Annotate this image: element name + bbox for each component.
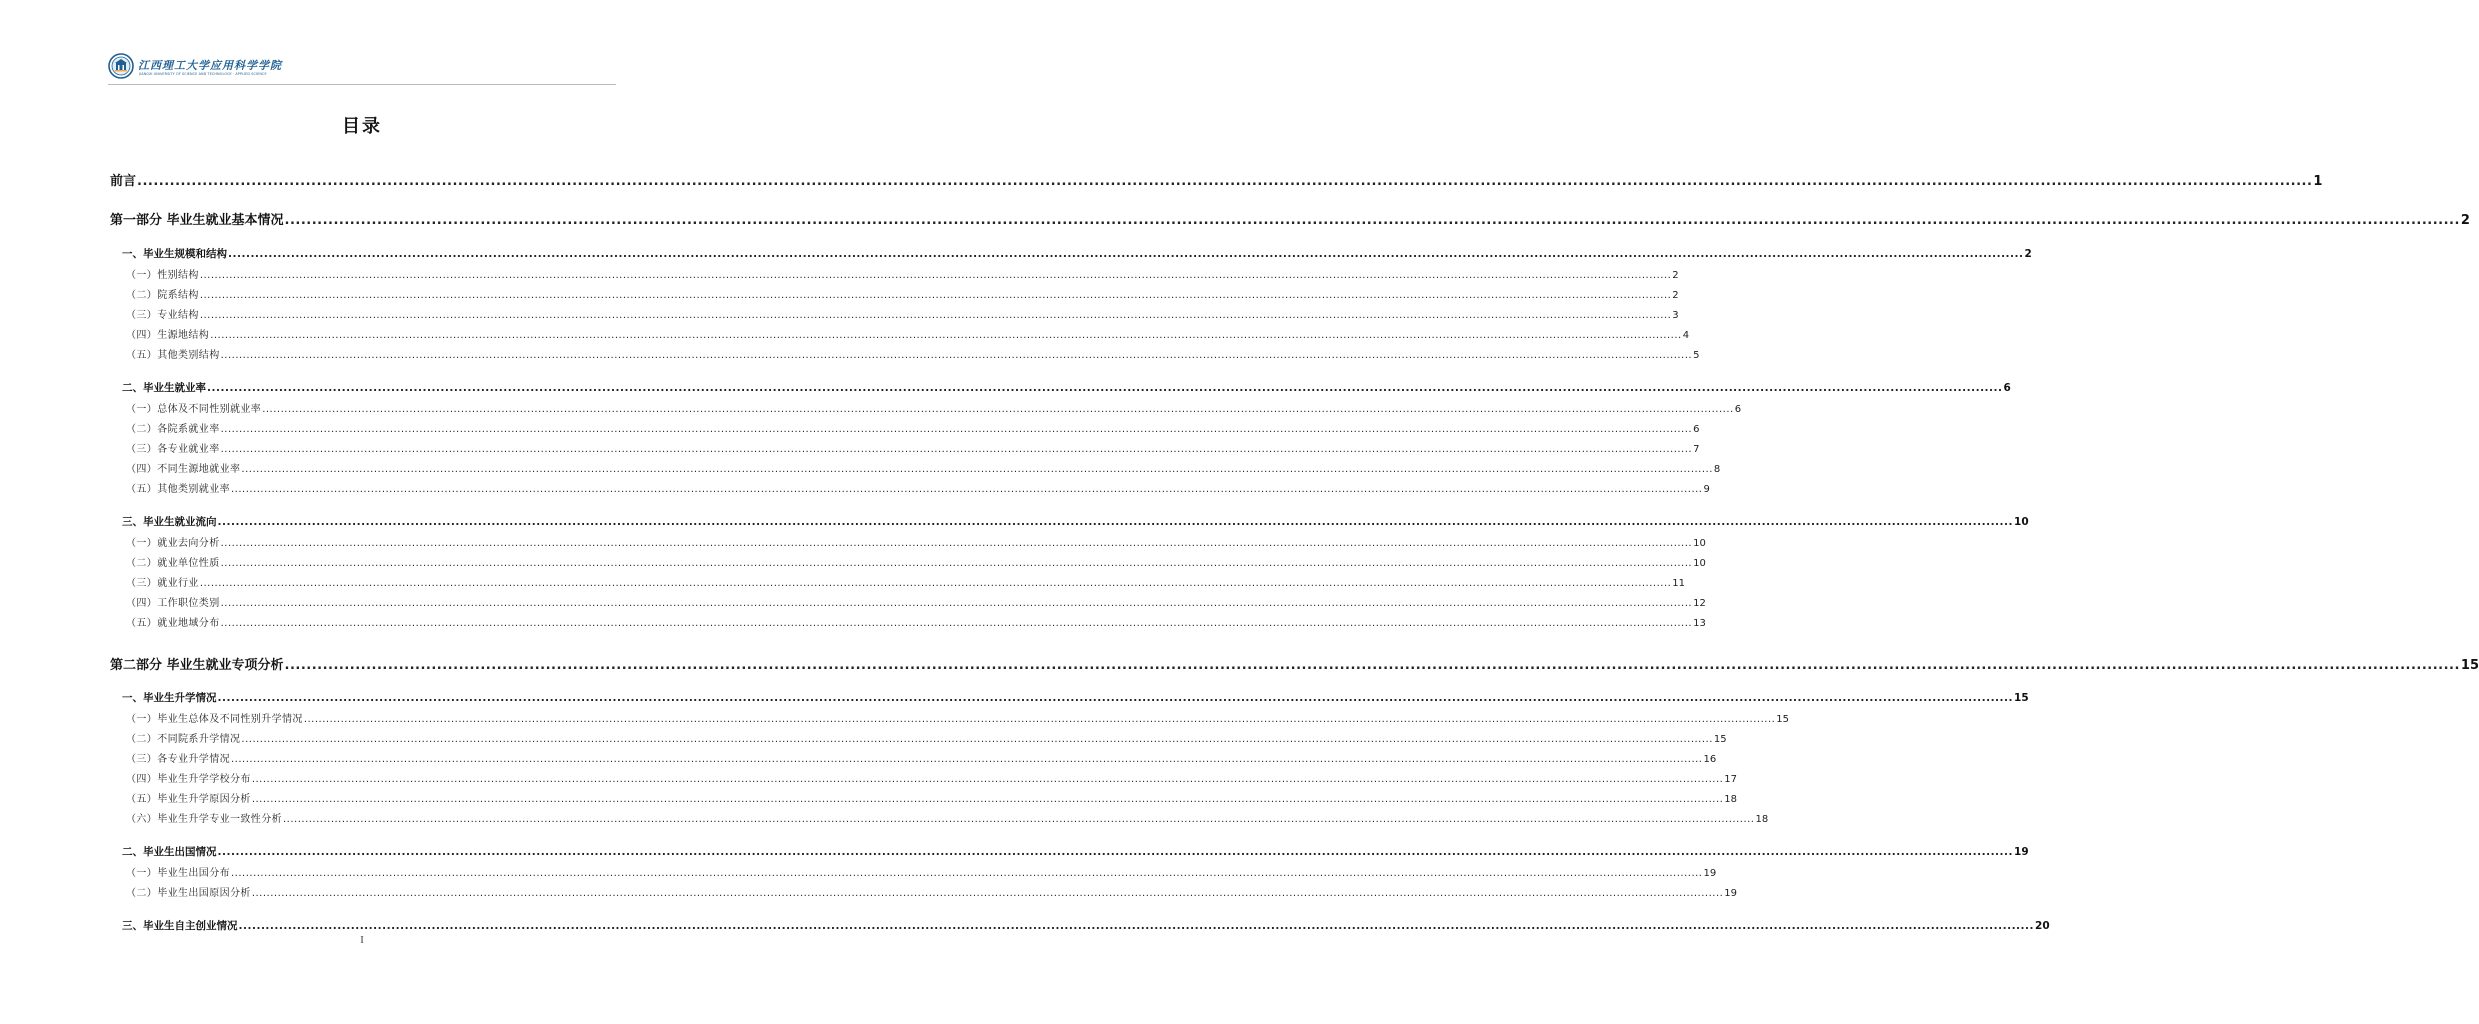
page-header: [108, 50, 616, 85]
toc-entry-page: 6: [1693, 424, 1700, 435]
toc-entry[interactable]: [122, 918, 2050, 933]
toc-entry[interactable]: [126, 326, 1690, 341]
toc-entry-label: 第二部分 毕业生就业专项分析: [110, 658, 284, 673]
toc-leader-dots: ................................................................................................................................................................................................................................................................................................................................................................................................................: [220, 538, 1693, 549]
toc-leader-dots: ................................................................................................................................................................................................................................................................................................................................................................................................................: [220, 424, 1693, 435]
toc-entry-label: （二）毕业生出国原因分析: [126, 888, 251, 899]
toc-leader-dots: ................................................................................................................................................................................................................................................................................................................................................................................................................: [238, 920, 2035, 932]
toc-entry-page: 17: [1724, 774, 1738, 785]
toc-entry-page: 18: [1724, 794, 1738, 805]
toc-entry[interactable]: [126, 614, 1706, 629]
toc-entry-page: 6: [2003, 382, 2011, 394]
toc-entry[interactable]: [122, 246, 2032, 261]
toc-entry-label: （四）不同生源地就业率: [126, 464, 241, 475]
toc-entry-page: 10: [1693, 558, 1706, 569]
toc-entry-page: 18: [1755, 814, 1769, 825]
toc-leader-dots: ................................................................................................................................................................................................................................................................................................................................................................................................................: [241, 734, 1713, 745]
toc-entry[interactable]: [126, 480, 1710, 495]
toc-leader-dots: ................................................................................................................................................................................................................................................................................................................................................................................................................: [220, 350, 1693, 361]
toc-entry-label: （二）院系结构: [126, 290, 199, 301]
toc-entry-label: 二、毕业生就业率: [122, 382, 206, 394]
logo-subtitle: JIANGXI UNIVERSITY OF SCIENCE AND TECHNOLOGY · APPLIED SCIENCE: [139, 72, 267, 76]
toc-entry[interactable]: [126, 266, 1679, 281]
toc-entry[interactable]: [126, 286, 1679, 301]
toc-entry[interactable]: [126, 574, 1686, 589]
toc-entry[interactable]: [126, 770, 1738, 785]
toc-leader-dots: ................................................................................................................................................................................................................................................................................................................................................................................................................: [217, 516, 2014, 528]
toc-leader-dots: ................................................................................................................................................................................................................................................................................................................................................................................................................: [217, 692, 2014, 704]
toc-entry[interactable]: [126, 534, 1706, 549]
toc-entry-page: 10: [2014, 516, 2029, 528]
toc-leader-dots: ................................................................................................................................................................................................................................................................................................................................................................................................................: [217, 846, 2014, 858]
toc-entry-label: （三）就业行业: [126, 578, 199, 589]
toc-entry-page: 15: [2014, 692, 2029, 704]
toc-entry-label: 一、毕业生规模和结构: [122, 248, 227, 260]
toc-entry-label: 三、毕业生就业流向: [122, 516, 217, 528]
toc-entry-page: 8: [1713, 464, 1721, 475]
toc-entry-page: 19: [1724, 888, 1738, 899]
toc-entry[interactable]: [126, 440, 1700, 455]
university-seal-icon: [108, 53, 134, 79]
toc-entry-label: （二）就业单位性质: [126, 558, 220, 569]
toc-leader-dots: ................................................................................................................................................................................................................................................................................................................................................................................................................: [283, 814, 1755, 825]
toc-entry[interactable]: [110, 654, 2479, 673]
toc-leader-dots: ................................................................................................................................................................................................................................................................................................................................................................................................................: [220, 444, 1693, 455]
toc-entry-page: 15: [1713, 734, 1727, 745]
toc-entry-label: （一）就业去向分析: [126, 538, 220, 549]
toc-leader-dots: ................................................................................................................................................................................................................................................................................................................................................................................................................: [231, 868, 1703, 879]
toc-leader-dots: ................................................................................................................................................................................................................................................................................................................................................................................................................: [241, 464, 1713, 475]
toc-entry[interactable]: [110, 209, 2470, 228]
page-title: 目录: [342, 116, 382, 137]
toc-entry-label: （五）毕业生升学原因分析: [126, 794, 251, 805]
toc-entry-page: 2: [1672, 290, 1679, 301]
toc-entry[interactable]: [126, 790, 1738, 805]
toc-entry[interactable]: [126, 710, 1790, 725]
toc-leader-dots: ................................................................................................................................................................................................................................................................................................................................................................................................................: [220, 598, 1693, 609]
toc-entry[interactable]: [126, 864, 1717, 879]
toc-entry-label: （一）毕业生出国分布: [126, 868, 230, 879]
toc-entry-page: 15: [2460, 658, 2479, 673]
toc-leader-dots: ................................................................................................................................................................................................................................................................................................................................................................................................................: [199, 270, 1672, 281]
toc-entry-label: 第一部分 毕业生就业基本情况: [110, 213, 284, 228]
toc-leader-dots: ................................................................................................................................................................................................................................................................................................................................................................................................................: [251, 794, 1724, 805]
toc-entry-label: （三）各专业升学情况: [126, 754, 230, 765]
toc-leader-dots: ................................................................................................................................................................................................................................................................................................................................................................................................................: [199, 290, 1672, 301]
toc-leader-dots: ................................................................................................................................................................................................................................................................................................................................................................................................................: [228, 248, 2024, 260]
toc-entry[interactable]: [126, 594, 1706, 609]
toc-entry-label: 前言: [110, 174, 137, 189]
toc-entry-label: （二）各院系就业率: [126, 424, 220, 435]
page-number: I: [360, 935, 364, 946]
toc-entry-page: 13: [1693, 618, 1706, 629]
toc-entry-label: （一）毕业生总体及不同性别升学情况: [126, 714, 303, 725]
toc-entry-label: （五）就业地域分布: [126, 618, 220, 629]
toc-entry[interactable]: [122, 380, 2011, 395]
toc-entry-page: 11: [1672, 578, 1686, 589]
toc-entry-label: （四）生源地结构: [126, 330, 210, 341]
toc-entry-label: （三）各专业就业率: [126, 444, 220, 455]
toc-entry-label: （二）不同院系升学情况: [126, 734, 241, 745]
toc-leader-dots: ................................................................................................................................................................................................................................................................................................................................................................................................................: [137, 174, 2313, 189]
toc-entry-label: （五）其他类别结构: [126, 350, 220, 361]
toc-leader-dots: ................................................................................................................................................................................................................................................................................................................................................................................................................: [262, 404, 1734, 415]
toc-entry-label: （四）工作职位类别: [126, 598, 220, 609]
toc-leader-dots: ................................................................................................................................................................................................................................................................................................................................................................................................................: [231, 754, 1703, 765]
toc-entry[interactable]: [126, 400, 1742, 415]
toc-entry-page: 2: [1672, 270, 1679, 281]
toc-entry-page: 7: [1693, 444, 1700, 455]
toc-entry-label: （一）性别结构: [126, 270, 199, 281]
toc-entry-page: 19: [2014, 846, 2029, 858]
toc-entry[interactable]: [126, 306, 1679, 321]
toc-entry[interactable]: [126, 346, 1700, 361]
toc-entry-page: 9: [1703, 484, 1710, 495]
toc-entry-label: （五）其他类别就业率: [126, 484, 230, 495]
toc-entry-label: 三、毕业生自主创业情况: [122, 920, 238, 932]
toc-entry-page: 4: [1682, 330, 1690, 341]
toc-leader-dots: ................................................................................................................................................................................................................................................................................................................................................................................................................: [207, 382, 2003, 394]
toc-entry[interactable]: [122, 514, 2029, 529]
toc-entry-page: 16: [1703, 754, 1717, 765]
toc-leader-dots: ................................................................................................................................................................................................................................................................................................................................................................................................................: [284, 213, 2460, 228]
toc-leader-dots: ................................................................................................................................................................................................................................................................................................................................................................................................................: [284, 658, 2460, 673]
toc-entry-label: 一、毕业生升学情况: [122, 692, 217, 704]
toc-entry-page: 12: [1693, 598, 1706, 609]
toc-leader-dots: ................................................................................................................................................................................................................................................................................................................................................................................................................: [251, 888, 1724, 899]
toc-entry-page: 15: [1776, 714, 1790, 725]
toc-entry-page: 10: [1693, 538, 1706, 549]
toc-entry[interactable]: [126, 810, 1769, 825]
toc-entry-page: 1: [2313, 174, 2323, 189]
toc-entry-label: （四）毕业生升学学校分布: [126, 774, 251, 785]
toc-leader-dots: ................................................................................................................................................................................................................................................................................................................................................................................................................: [251, 774, 1724, 785]
toc-entry-page: 6: [1734, 404, 1742, 415]
toc-entry[interactable]: [126, 460, 1721, 475]
toc-entry[interactable]: [126, 884, 1738, 899]
toc-entry[interactable]: [122, 844, 2029, 859]
toc-leader-dots: ................................................................................................................................................................................................................................................................................................................................................................................................................: [303, 714, 1776, 725]
toc-entry-page: 19: [1703, 868, 1717, 879]
toc-entry-page: 2: [2024, 248, 2032, 260]
toc-entry[interactable]: [126, 554, 1706, 569]
toc-entry-label: （三）专业结构: [126, 310, 199, 321]
toc-entry-page: 2: [2460, 213, 2470, 228]
toc-leader-dots: ................................................................................................................................................................................................................................................................................................................................................................................................................: [220, 618, 1693, 629]
toc-entry[interactable]: [122, 690, 2029, 705]
toc-entry[interactable]: [126, 730, 1727, 745]
toc-leader-dots: ................................................................................................................................................................................................................................................................................................................................................................................................................: [199, 310, 1672, 321]
toc-entry[interactable]: [126, 750, 1717, 765]
toc-entry-page: 3: [1672, 310, 1679, 321]
toc-leader-dots: ................................................................................................................................................................................................................................................................................................................................................................................................................: [199, 578, 1672, 589]
toc-leader-dots: ................................................................................................................................................................................................................................................................................................................................................................................................................: [231, 484, 1703, 495]
toc-entry-label: （一）总体及不同性别就业率: [126, 404, 262, 415]
toc-leader-dots: ................................................................................................................................................................................................................................................................................................................................................................................................................: [210, 330, 1682, 341]
toc-entry-label: 二、毕业生出国情况: [122, 846, 217, 858]
toc-entry-page: 20: [2035, 920, 2050, 932]
toc-entry-label: （六）毕业生升学专业一致性分析: [126, 814, 282, 825]
toc-entry[interactable]: [110, 170, 2323, 189]
logo-title: 江西理工大学应用科学学院: [138, 59, 282, 72]
toc-entry-page: 5: [1693, 350, 1700, 361]
toc-entry[interactable]: [126, 420, 1700, 435]
toc-leader-dots: ................................................................................................................................................................................................................................................................................................................................................................................................................: [220, 558, 1693, 569]
